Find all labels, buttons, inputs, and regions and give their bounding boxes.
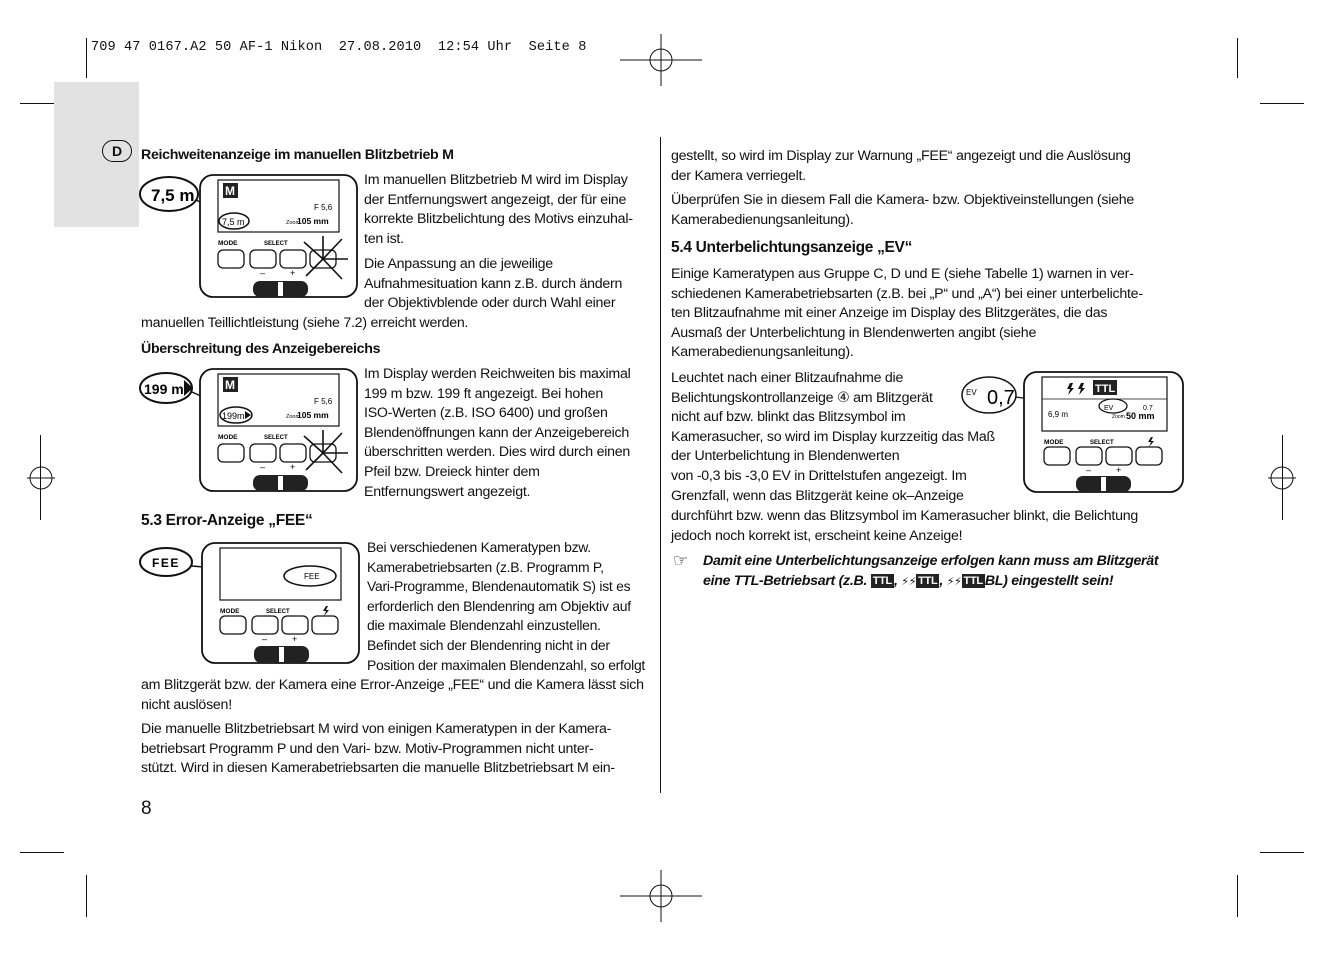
section-heading: 5.4 Unterbelichtungsanzeige „EV“	[671, 239, 913, 256]
paragraph: am Blitzgerät bzw. der Kamera eine Error-Anzeige „FEE“ und die Kamera lässt sich nicht auslösen!	[141, 677, 644, 713]
svg-text:SELECT: SELECT	[266, 609, 290, 615]
svg-text:199m: 199m	[222, 411, 245, 421]
flash-icon: ⚡⚡	[901, 575, 917, 588]
svg-text:105 mm: 105 mm	[297, 216, 329, 226]
registration-mark-left	[27, 464, 55, 492]
svg-text:TTL: TTL	[1095, 383, 1116, 395]
section-heading: 5.3 Error-Anzeige „FEE“	[141, 512, 313, 529]
svg-text:M: M	[225, 378, 235, 392]
paragraph: Überprüfen Sie in diesem Fall die Kamera- bzw. Objektiveinstellungen (siehe Kamerabedienungsanleitung).	[671, 192, 1135, 228]
crop-mark	[1260, 103, 1304, 104]
paragraph: durchführt bzw. wenn das Blitzsymbol im Kamerasucher blinkt, die Belichtung jedoch noch korrekt ist, erscheint keine Anzeige!	[671, 508, 1139, 544]
svg-text:MODE: MODE	[220, 608, 240, 615]
crop-mark	[86, 875, 87, 917]
page-number: 8	[141, 798, 152, 819]
language-badge	[102, 140, 132, 162]
flash-icon: ⚡⚡	[946, 575, 962, 588]
svg-text:F 5,6: F 5,6	[314, 397, 333, 406]
paragraph: Einige Kameratypen aus Gruppe C, D und E (siehe Tabelle 1) warnen in ver- schiedenen Kamerabetriebsarten (z.B. bei „P“ und „A“) bei einer unterbelichte- ten Blitzaufnahme mit einer Anzeige im Display des Blitzgerätes, die das Ausmaß der Unterbelichtung in Blendenwerten angibt (siehe Kamerabedienungsanleitung).	[671, 266, 1143, 361]
svg-text:–: –	[260, 462, 266, 472]
callout-label: 199 m	[144, 381, 184, 397]
print-header: 709 47 0167.A2 50 AF-1 Nikon 27.08.2010 12:54 Uhr Seite 8	[91, 40, 587, 55]
svg-text:MODE: MODE	[218, 240, 238, 247]
svg-text:+: +	[290, 268, 296, 278]
svg-text:MODE: MODE	[1044, 439, 1064, 446]
svg-text:EV: EV	[1104, 405, 1114, 412]
paragraph: gestellt, so wird im Display zur Warnung „FEE“ angezeigt und die Auslösung der Kamera verriegelt.	[671, 148, 1131, 184]
crop-mark	[1237, 38, 1238, 78]
svg-text:0.7: 0.7	[1143, 405, 1153, 412]
svg-text:SELECT: SELECT	[264, 435, 288, 441]
svg-text:Zoom: Zoom	[1112, 414, 1125, 420]
svg-text:–: –	[1086, 465, 1092, 475]
svg-text:Zoom: Zoom	[286, 414, 301, 420]
svg-text:50 mm: 50 mm	[1126, 411, 1155, 421]
language-badge-label: D	[111, 143, 123, 159]
hand-pointer-icon: ☞	[673, 551, 689, 570]
registration-mark-top	[620, 30, 702, 90]
svg-text:M: M	[225, 184, 235, 198]
svg-text:105 mm: 105 mm	[297, 410, 329, 420]
paragraph: Die manuelle Blitzbetriebsart M wird von einigen Kameratypen in der Kamera- betriebsart Programm P und den Vari- bzw. Motiv-Programmen nicht unter- stützt. Wird in diesen Kamerabetriebsarten die manuelle Blitzbetriebsart M ein-	[141, 721, 615, 777]
svg-text:SELECT: SELECT	[264, 241, 288, 247]
callout-ev-label: EV	[966, 388, 977, 397]
registration-mark-bottom	[620, 866, 702, 926]
ttl-badge: TTL	[918, 574, 938, 587]
crop-mark	[1237, 875, 1238, 917]
paragraph: Leuchtet nach einer Blitzaufnahme die Belichtungskontrollanzeige ④ am Blitzgerät nicht auf bzw. blinkt das Blitzsymbol im Kamerasucher, so wird im Display kurzzeitig das Maß der Unterbelichtung in Blendenwerten von -0,3 bis -3,0 EV in Drittelstufen angezeigt. Im Grenzfall, wenn das Blitzgerät keine ok–Anzeige	[671, 370, 995, 504]
flash-display-diagram-1	[138, 172, 363, 300]
section-heading: Reichweitenanzeige im manuellen Blitzbetrieb M	[141, 147, 454, 163]
callout-label: 7,5 m	[151, 186, 195, 205]
svg-text:SELECT: SELECT	[1090, 440, 1114, 446]
svg-text:+: +	[1116, 465, 1122, 475]
svg-text:Zoom: Zoom	[286, 220, 301, 226]
callout-label: FEE	[152, 556, 180, 570]
crop-mark	[86, 38, 87, 78]
flash-display-diagram-2	[138, 366, 363, 494]
subheading: Überschreitung des Anzeigebereichs	[141, 341, 381, 357]
flash-display-diagram-4	[960, 369, 1188, 497]
paragraph: manuellen Teillichtleistung (siehe 7.2) erreicht werden.	[141, 315, 469, 331]
ttl-badge: TTL	[963, 574, 983, 587]
column-divider	[660, 137, 661, 793]
svg-text:MODE: MODE	[218, 434, 238, 441]
callout-value: 0,7	[987, 387, 1015, 409]
flash-display-diagram-3	[138, 540, 363, 668]
paragraph: Die Anpassung an die jeweilige Aufnahmesituation kann z.B. durch ändern der Objektivblende oder durch Wahl einer	[364, 256, 623, 312]
svg-text:F 5,6: F 5,6	[314, 203, 333, 212]
crop-mark	[20, 852, 64, 853]
paragraph: Im manuellen Blitzbetrieb M wird im Display der Entfernungswert angezeigt, der für eine korrekte Blitzbelichtung des Motivs einzuhal- ten ist.	[364, 172, 633, 247]
svg-text:6,9 m: 6,9 m	[1048, 410, 1069, 419]
crop-mark	[1260, 852, 1304, 853]
registration-mark-right	[1268, 464, 1296, 492]
paragraph: Bei verschiedenen Kameratypen bzw. Kamerabetriebsarten (z.B. Programm P, Vari-Programme, Blendenautomatik S) ist es erforderlich den Blendenring am Objektiv auf die maximale Blendenzahl einzustellen. Befindet sich der Blendenring nicht in der Position der maximalen Blendenzahl, so erfolgt	[367, 539, 646, 673]
ttl-badge: TTL	[872, 574, 892, 587]
paragraph: Im Display werden Reichweiten bis maximal 199 m bzw. 199 ft angezeigt. Bei hohen ISO-Werten (z.B. ISO 6400) und großen Blendenöffnungen kann der Anzeigebereich überschritten werden. Dies wird durch einen Pfeil bzw. Dreieck hinter dem Entfernungswert angezeigt.	[364, 366, 631, 500]
svg-text:FEE: FEE	[304, 572, 320, 581]
svg-text:+: +	[292, 634, 298, 644]
svg-text:7,5 m: 7,5 m	[222, 217, 245, 227]
svg-text:–: –	[260, 268, 266, 278]
svg-text:–: –	[262, 634, 268, 644]
note-text: Damit eine Unterbelichtungsanzeige erfolgen kann muss am Blitzgerät eine TTL-Betriebsart (z.B. TTL , ⚡⚡ TTL , ⚡⚡ TTL BL) eingestellt sein!	[703, 553, 1159, 589]
svg-text:+: +	[290, 462, 296, 472]
